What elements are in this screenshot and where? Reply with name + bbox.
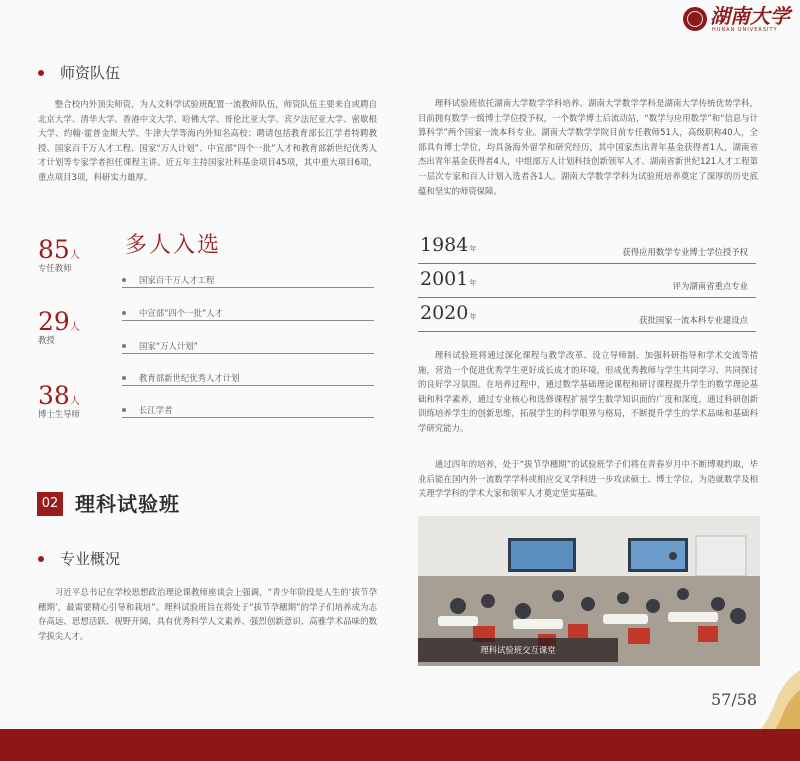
section-number-badge: 02 — [37, 492, 63, 516]
section-bullet-icon — [38, 70, 44, 76]
bullet-dot-icon — [122, 376, 126, 380]
honor-item: 教育部新世纪优秀人才计划 — [122, 371, 374, 386]
timeline-row — [418, 236, 756, 264]
footer-band — [0, 729, 800, 761]
faculty-intro: 整合校内外顶尖师资，为人文科学试验班配置一流教师队伍，师资队伍主要来自或聘自北京大学、清华大学、香港中文大学、哈佛大学、哥伦比亚大学、宾夕法尼亚大学、密歇根大学、约翰·霍普金斯大学、牛津大学等海内外知名高校；聘请包括教育部长江学者特聘教授、国家百千万人才工程、国家“万人计划”、中宣部“四个一批”人才和教育部新世纪优秀人才计划等专家学者担任课程主讲。近五年主持国家社科基金项目45项，其中重大项目6项，重点项目3项，科研实力雄厚。 — [38, 99, 377, 182]
photo-caption: 理科试验班交互课堂 — [418, 638, 618, 662]
timeline-desc: 评为湖南省重点专业 — [672, 281, 748, 291]
training-measures-text: 理科试验班将通过深化课程与教学改革、设立导师制、加强科研指导和学术交流等措施，营造一个促进优秀学生更好成长成才的环境，形成优秀教师与学生共同学习、共同探讨的良好学习氛围。在培养过程中，通过数学基础理论课程和研讨课程提升学生的数学理论基础和科学素养，通过专业核心和选修课程扩展学生数学知识面的广度和深度，通过科研创新训练培养学生的创新思维，拓展学生的科学眼界与格局，不断提升学生的学术品味和基础科学研究能力。 — [418, 350, 758, 433]
stat-unit: 人 — [69, 322, 80, 333]
stat-label: 教授 — [38, 335, 55, 345]
timeline-year: 2020年 — [420, 302, 477, 324]
section-bullet-icon — [38, 556, 44, 562]
stat-teachers — [38, 236, 80, 264]
stat-professors — [38, 308, 80, 336]
honor-item: 中宣部“四个一批”人才 — [122, 306, 374, 321]
bullet-dot-icon — [122, 344, 126, 348]
honor-item: 长江学者 — [122, 403, 374, 418]
university-logo-sub: HUNAN UNIVERSITY — [712, 27, 778, 33]
honor-item: 国家百千万人才工程 — [122, 273, 374, 288]
training-outcome-text: 通过四年的培养，处于“拔节孕穗期”的试验班学子们将在青春岁月中不断博观约取，毕业后能在国内外一流数学学科或相应交叉学科进一步攻读硕士、博士学位，为造就数学及相关理学学科的学术大家和领军人才奠定坚实基础。 — [418, 459, 758, 499]
timeline-row — [418, 270, 756, 298]
honors-title: 多人入选 — [125, 233, 222, 258]
timeline-desc: 获得应用数学专业博士学位授予权 — [622, 247, 748, 257]
math-discipline-intro: 理科试验班依托湖南大学数学学科培养。湖南大学数学学科是湖南大学传统优势学科，目前拥有数学一级博士学位授予权，一个数学博士后流动站，“数学与应用数学”和“信息与计算科学”两个国家一流本科专业。湖南大学数学学院目前专任教师51人，高级职称40人，全部具有博士学位，均具备海外留学和研究经历，其中国家杰出青年基金获得者1人，湖南省杰出青年基金获得者4人，中组部万人计划科技创新领军人才、湖南省新世纪121人才工程第一层次专家和百人计划入选者各1人。湖南大学数学学科为试验班培养奠定了深厚的历史底蕴和坚实的师资保障。 — [418, 98, 758, 196]
section-heading: 理科试验班 — [75, 492, 180, 516]
classroom-photo — [418, 516, 760, 666]
bullet-dot-icon — [122, 278, 126, 282]
stat-unit: 人 — [69, 396, 80, 407]
university-seal-icon — [683, 7, 707, 31]
stat-value: 85 — [38, 235, 70, 264]
bullet-dot-icon — [122, 408, 126, 412]
timeline-year: 2001年 — [420, 268, 477, 290]
stat-unit: 人 — [69, 250, 80, 261]
timeline-desc: 获批国家一流本科专业建设点 — [639, 315, 748, 325]
stat-supervisors — [38, 382, 80, 410]
timeline-year: 1984年 — [420, 234, 477, 256]
stat-value: 38 — [38, 381, 70, 410]
bullet-dot-icon — [122, 311, 126, 315]
stat-value: 29 — [38, 307, 70, 336]
stat-label: 博士生导师 — [38, 409, 80, 419]
university-logo-name: 湖南大学 — [710, 4, 790, 28]
timeline-row — [418, 304, 756, 332]
overview-title: 专业概况 — [60, 550, 121, 568]
stat-label: 专任教师 — [38, 263, 72, 273]
page-number: 57/58 — [711, 690, 758, 709]
faculty-title: 师资队伍 — [60, 64, 121, 82]
honor-item: 国家“万人计划” — [122, 339, 374, 354]
overview-text: 习近平总书记在学校思想政治理论课教师座谈会上强调，“青少年阶段是人生的‘拔节孕穗期’，最需要精心引导和栽培”。理科试验班旨在将处于“拔节孕穗期”的学子们培养成为志存高远、思想活跃、视野开阔，具有优秀科学人文素养、强烈创新意识、高雅学术品味的数学拔尖人才。 — [38, 587, 377, 641]
